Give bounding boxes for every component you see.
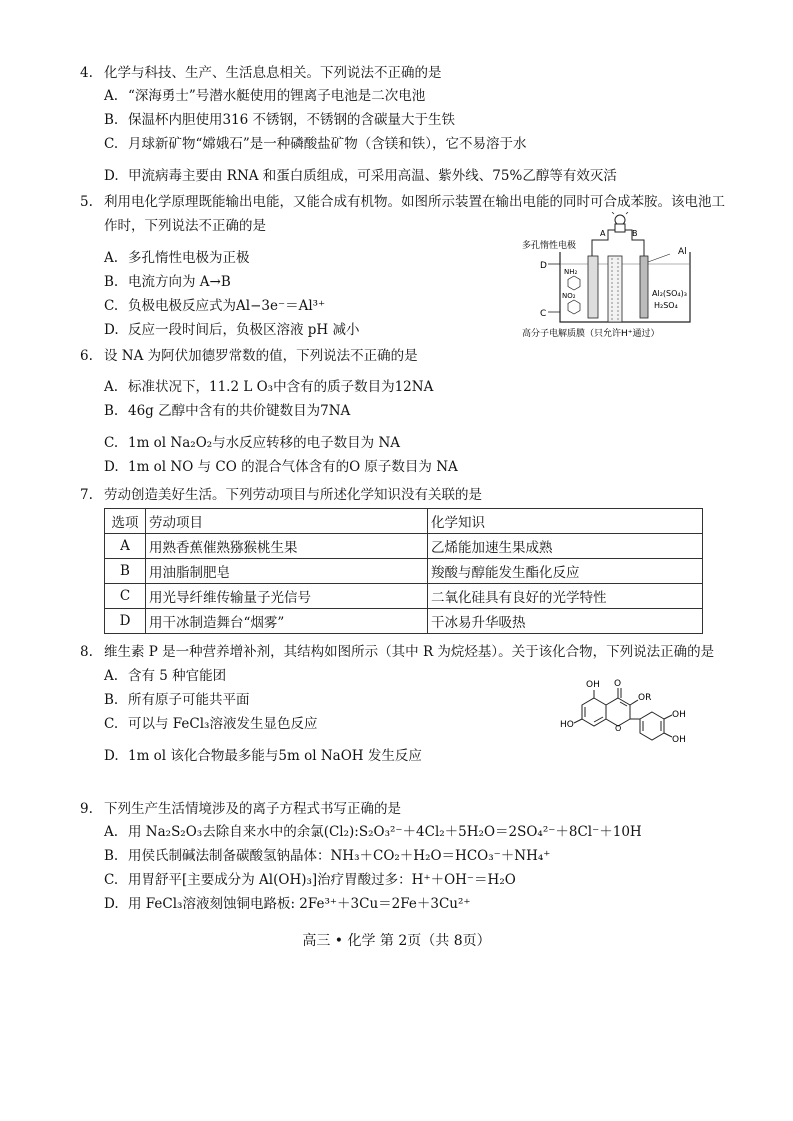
option-text: 月球新矿物“嫦娥石”是一种磷酸盐矿物（含镁和铁），它不易溶于水: [128, 136, 527, 152]
option-label: A.: [104, 668, 119, 684]
oh-label-3: OH: [672, 735, 686, 745]
oh-label: OH: [586, 680, 600, 690]
option-label: A.: [104, 250, 119, 266]
option-a: [80, 820, 760, 844]
option-text: “深海勇士”号潜水艇使用的锂离子电池是二次电池: [128, 88, 426, 104]
table-cell: 用油脂制肥皂: [146, 559, 428, 584]
label-a: A: [600, 229, 606, 238]
option-d: [80, 164, 720, 188]
option-text: 甲流病毒主要由 RNA 和蛋白质组成，可采用高温、紫外线、75%乙醇等有效灭活: [128, 168, 617, 184]
option-label: C.: [104, 872, 119, 888]
option-label: D.: [104, 168, 119, 184]
table-cell: 用熟香蕉催熟猕猴桃生果: [146, 534, 428, 559]
cell-diagram: [520, 212, 710, 342]
option-text: 1m ol Na₂O₂与水反应转移的电子数目为 NA: [128, 435, 401, 451]
or-label: OR: [638, 693, 652, 703]
al-label: Al: [678, 247, 687, 257]
label-c: C: [540, 309, 547, 319]
option-text: 保温杯内胆使用316 不锈钢，不锈钢的含碳量大于生铁: [128, 112, 456, 128]
option-label: D.: [104, 322, 119, 338]
option-label: C.: [104, 136, 119, 152]
no2-label: NO₂: [562, 292, 576, 300]
question-number: 7.: [80, 487, 93, 503]
table-header: 劳动项目: [146, 509, 428, 534]
stem-text: 化学与科技、生产、生活息息相关。下列说法不正确的是: [104, 65, 442, 81]
solution-label-1: Al₂(SO₄)₃: [652, 289, 687, 298]
table-cell: D: [105, 609, 146, 634]
solution-label-2: H₂SO₄: [654, 301, 678, 310]
question-number: 6.: [80, 348, 93, 364]
option-text: 46g 乙醇中含有的共价键数目为7NA: [128, 403, 351, 419]
stem-text: 下列生产生活情境涉及的离子方程式书写正确的是: [104, 801, 401, 817]
option-text: 1m ol NO 与 CO 的混合气体含有的O 原子数目为 NA: [128, 459, 458, 475]
stem-text: 设 NA 为阿伏加德罗常数的值，下列说法不正确的是: [104, 348, 418, 364]
option-text: 电流方向为 A→B: [128, 274, 231, 290]
question-stem: [80, 484, 720, 506]
option-text: 所有原子可能共平面: [128, 692, 250, 708]
question-stem: [80, 345, 720, 367]
structure-diagram: [560, 676, 720, 748]
option-label: D.: [104, 896, 119, 912]
nh2-label: NH₂: [564, 268, 578, 276]
table-cell: 二氧化硅具有良好的光学特性: [428, 584, 703, 609]
option-label: B.: [104, 403, 119, 419]
option-text: 用 Na₂S₂O₃去除自来水中的余氯(Cl₂):S₂O₃²⁻＋4Cl₂＋5H₂O＝2SO₄²⁻＋8Cl⁻＋10H: [128, 824, 642, 840]
option-a: [80, 84, 720, 108]
option-text: 用 FeCl₃溶液刻蚀铜电路板: 2Fe³⁺＋3Cu＝2Fe＋3Cu²⁺: [128, 896, 471, 912]
question-7: [80, 484, 720, 634]
option-text: 用侯氏制碱法制备碳酸氢钠晶体：NH₃＋CO₂＋H₂O＝HCO₃⁻＋NH₄⁺: [128, 848, 551, 864]
membrane-caption: 高分子电解质膜（只允许H⁺通过）: [522, 329, 660, 339]
option-b: [80, 844, 760, 868]
option-text: 1m ol 该化合物最多能与5m ol NaOH 发生反应: [128, 748, 422, 764]
option-a: [80, 375, 720, 399]
page-footer: 高三 • 化学 第 2页（共 8页）: [302, 933, 491, 949]
option-label: D.: [104, 748, 119, 764]
table-cell: 羧酸与醇能发生酯化反应: [428, 559, 703, 584]
question-4: [80, 62, 720, 188]
stem-text: 维生素 P 是一种营养增补剂，其结构如图所示（其中 R 为烷烃基）。关于该化合物，下列说法正确的是: [104, 644, 715, 660]
porous-electrode: [588, 256, 598, 318]
label-d: D: [540, 261, 547, 271]
option-label: C.: [104, 435, 119, 451]
option-label: A.: [104, 379, 119, 395]
table-cell: 乙烯能加速生果成熟: [428, 534, 703, 559]
table-cell: 干冰易升华吸热: [428, 609, 703, 634]
option-text: 负极电极反应式为Al−3e⁻＝Al³⁺: [128, 298, 326, 314]
option-label: A.: [104, 88, 119, 104]
question-number: 8.: [80, 644, 93, 660]
table-cell: B: [105, 559, 146, 584]
question-stem: [80, 62, 720, 84]
option-text: 标准状况下，11.2 L O₃中含有的质子数目为12NA: [128, 379, 434, 395]
option-label: A.: [104, 824, 119, 840]
al-electrode: [640, 256, 648, 318]
question-stem: [80, 640, 730, 664]
option-b: [80, 399, 720, 423]
labor-table: [104, 508, 703, 634]
option-text: 反应一段时间后，负极区溶液 pH 减小: [128, 322, 360, 338]
table-row: [105, 609, 703, 634]
table-row: [105, 534, 703, 559]
table-row: [105, 559, 703, 584]
option-b: [80, 108, 720, 132]
question-number: 5.: [80, 194, 93, 210]
option-c: [80, 868, 760, 892]
electrode-label: 多孔惰性电极: [522, 241, 577, 251]
option-label: B.: [104, 274, 119, 290]
table-header: 选项: [105, 509, 146, 534]
table-header-row: [105, 509, 703, 534]
option-c: [80, 132, 720, 156]
table-cell: 用光导纤维传输量子光信号: [146, 584, 428, 609]
membrane: [608, 256, 622, 322]
ho-label: HO: [560, 720, 574, 730]
question-6: [80, 345, 720, 479]
question-stem: [80, 798, 760, 820]
option-label: B.: [104, 112, 119, 128]
option-text: 含有 5 种官能团: [128, 668, 227, 684]
option-label: C.: [104, 298, 119, 314]
option-label: D.: [104, 459, 119, 475]
table-row: [105, 584, 703, 609]
question-number: 4.: [80, 65, 93, 81]
stem-text: 利用电化学原理既能输出电能，又能合成有机物。如图所示装置在输出电能的同时可合成苯胺。该电池工作时，下列说法不正确的是: [104, 194, 725, 234]
option-label: B.: [104, 692, 119, 708]
option-label: C.: [104, 716, 119, 732]
option-text: 多孔惰性电极为正极: [128, 250, 250, 266]
label-b: B: [632, 229, 638, 238]
option-c: [80, 431, 720, 455]
question-number: 9.: [80, 801, 93, 817]
option-d: [80, 455, 720, 479]
table-cell: 用干冰制造舞台“烟雾”: [146, 609, 428, 634]
question-9: [80, 798, 760, 916]
option-label: B.: [104, 848, 119, 864]
table-cell: C: [105, 584, 146, 609]
stem-text: 劳动创造美好生活。下列劳动项目与所述化学知识没有关联的是: [104, 487, 482, 503]
table-cell: A: [105, 534, 146, 559]
o-label: O: [614, 679, 622, 689]
ring-o-label: O: [615, 724, 622, 733]
option-d: [80, 892, 760, 916]
oh-label-2: OH: [672, 710, 686, 720]
table-header: 化学知识: [428, 509, 703, 534]
option-text: 可以与 FeCl₃溶液发生显色反应: [128, 716, 318, 732]
option-text: 用胃舒平[主要成分为 Al(OH)₃]治疗胃酸过多：H⁺＋OH⁻＝H₂O: [128, 872, 516, 888]
